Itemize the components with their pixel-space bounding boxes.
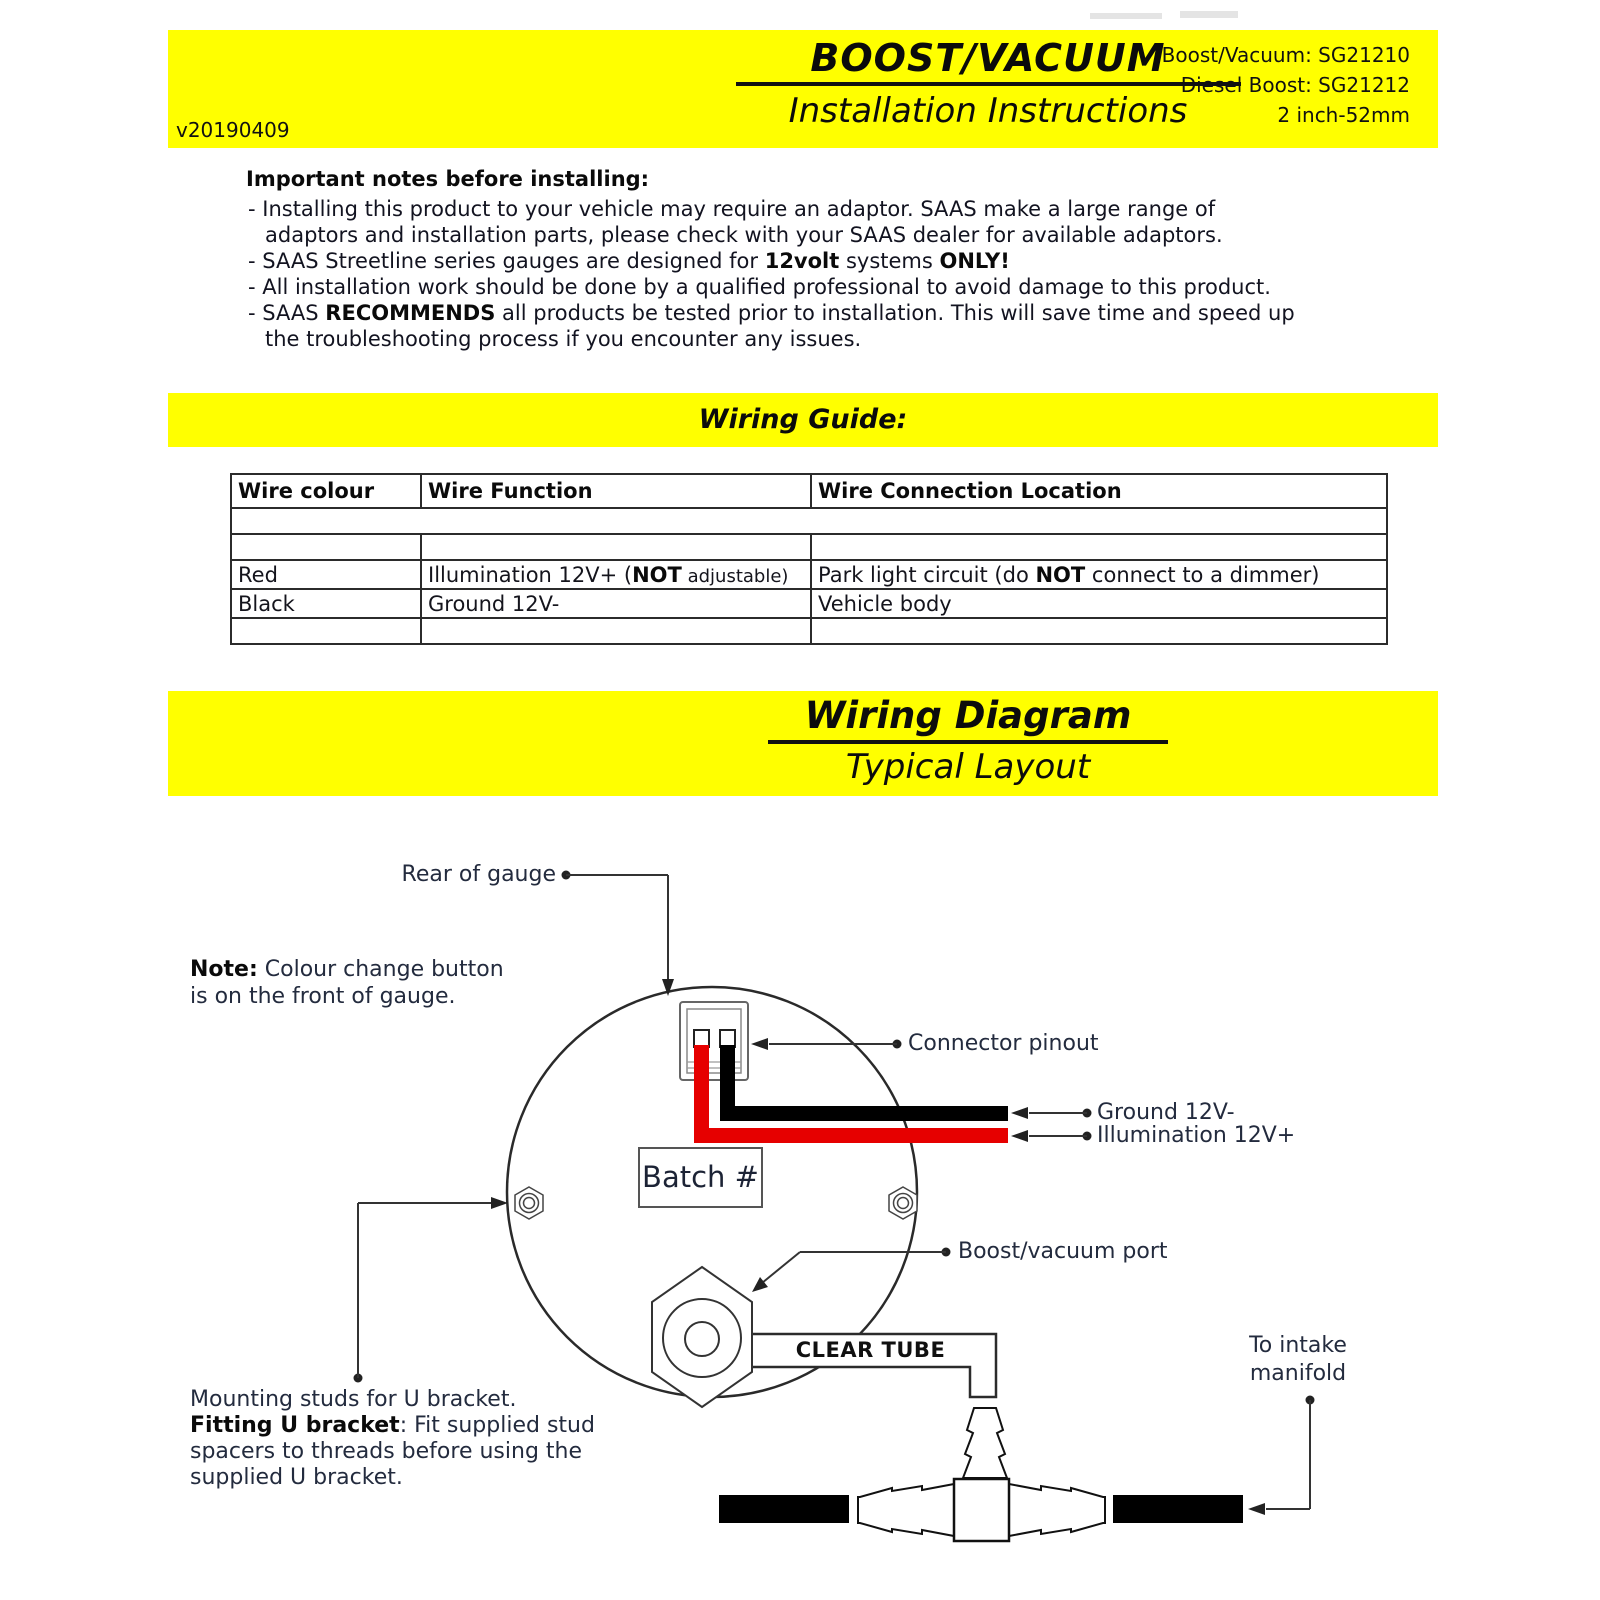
col-header-wire-colour: Wire colour bbox=[231, 474, 421, 508]
scan-artifact bbox=[1090, 13, 1162, 19]
hose-left bbox=[719, 1495, 849, 1523]
t-fitting-stem bbox=[963, 1408, 1007, 1478]
important-notes bbox=[246, 166, 1406, 352]
part-numbers bbox=[1162, 40, 1410, 130]
page-subtitle: Installation Instructions bbox=[788, 91, 1188, 131]
note-line: the troubleshooting process if you encounter any issues. bbox=[265, 327, 862, 351]
version-label: v20190409 bbox=[176, 118, 290, 142]
wiring-diagram-title-block bbox=[628, 693, 1308, 790]
connector bbox=[680, 1002, 748, 1080]
col-header-wire-connection: Wire Connection Location bbox=[811, 474, 1387, 508]
mounting-studs-note: Mounting studs for U bracket. Fitting U bracket: Fit supplied stud spacers to threads before using the supplied U bracket. bbox=[190, 1387, 595, 1490]
gauge-size: 2 inch-52mm bbox=[1277, 103, 1410, 127]
note-line: - SAAS Streetline series gauges are designed for 12volt systems ONLY! bbox=[248, 249, 1010, 273]
wiring-diagram-title: Wiring Diagram bbox=[804, 694, 1132, 737]
colour-change-note: Note: Colour change button is on the front of gauge. bbox=[190, 957, 504, 1009]
page-title: BOOST/VACUUM bbox=[810, 36, 1166, 80]
part-number-diesel-boost: Diesel Boost: SG21212 bbox=[1180, 73, 1410, 97]
note-line: - Installing this product to your vehicle may require an adaptor. SAAS make a large range of bbox=[248, 197, 1216, 221]
table-row-red bbox=[231, 560, 1387, 589]
table-spacer-row bbox=[231, 534, 1387, 560]
cell-red-location: Park light circuit (do NOT connect to a dimmer) bbox=[811, 560, 1387, 589]
header-band bbox=[168, 30, 1438, 148]
to-intake-manifold-label: To intake manifold bbox=[1249, 1333, 1347, 1386]
t-fitting-right-arm bbox=[1009, 1484, 1105, 1536]
t-fitting-left-arm bbox=[858, 1484, 954, 1536]
cell-black-function: Ground 12V- bbox=[421, 589, 811, 618]
cell-black-location: Vehicle body bbox=[811, 589, 1387, 618]
batch-number-box: Batch # bbox=[638, 1147, 763, 1208]
arrow-left-icon bbox=[1011, 1107, 1028, 1119]
table-header-row bbox=[231, 474, 1387, 508]
boost-vacuum-port-label: Boost/vacuum port bbox=[958, 1239, 1168, 1264]
table-spacer-row bbox=[231, 508, 1387, 534]
arrow-left-icon bbox=[1011, 1130, 1028, 1142]
mounting-stud-left bbox=[515, 1187, 543, 1219]
cell-red-function: Illumination 12V+ (NOT adjustable) bbox=[421, 560, 811, 589]
note-line: adaptors and installation parts, please check with your SAAS dealer for available adaptors. bbox=[265, 223, 1223, 247]
table-row-black bbox=[231, 589, 1387, 618]
hose-right bbox=[1113, 1495, 1243, 1523]
connector-pin-right bbox=[720, 1030, 735, 1047]
illumination-wire-label: Illumination 12V+ bbox=[1097, 1123, 1296, 1148]
ground-wire-label: Ground 12V- bbox=[1097, 1100, 1235, 1125]
arrow-right-icon bbox=[491, 1197, 508, 1209]
wiring-guide-title: Wiring Guide: bbox=[698, 404, 908, 435]
cell-black-colour: Black bbox=[231, 589, 421, 618]
clear-tube-label: CLEAR TUBE bbox=[795, 1338, 946, 1362]
note-line: - SAAS RECOMMENDS all products be tested prior to installation. This will save time and speed up bbox=[248, 301, 1295, 325]
arrow-left-icon bbox=[1248, 1503, 1265, 1515]
scan-artifact bbox=[1180, 11, 1238, 18]
connector-pinout-label: Connector pinout bbox=[908, 1031, 1099, 1056]
rear-of-gauge-label: Rear of gauge bbox=[401, 862, 556, 887]
table-spacer-row bbox=[231, 618, 1387, 644]
wiring-table bbox=[230, 473, 1388, 645]
wiring-guide-band bbox=[168, 393, 1438, 447]
notes-heading: Important notes before installing: bbox=[246, 167, 650, 191]
col-header-wire-function: Wire Function bbox=[421, 474, 811, 508]
part-number-boost-vacuum: Boost/Vacuum: SG21210 bbox=[1161, 43, 1410, 67]
mounting-stud-right bbox=[889, 1187, 917, 1219]
wiring-diagram-band bbox=[168, 691, 1438, 796]
wiring-diagram-subtitle: Typical Layout bbox=[845, 747, 1091, 787]
connector-pin-left bbox=[694, 1030, 709, 1047]
cell-red-colour: Red bbox=[231, 560, 421, 589]
note-line: - All installation work should be done by a qualified professional to avoid damage to this product. bbox=[248, 275, 1271, 299]
t-fitting-body bbox=[954, 1479, 1009, 1541]
